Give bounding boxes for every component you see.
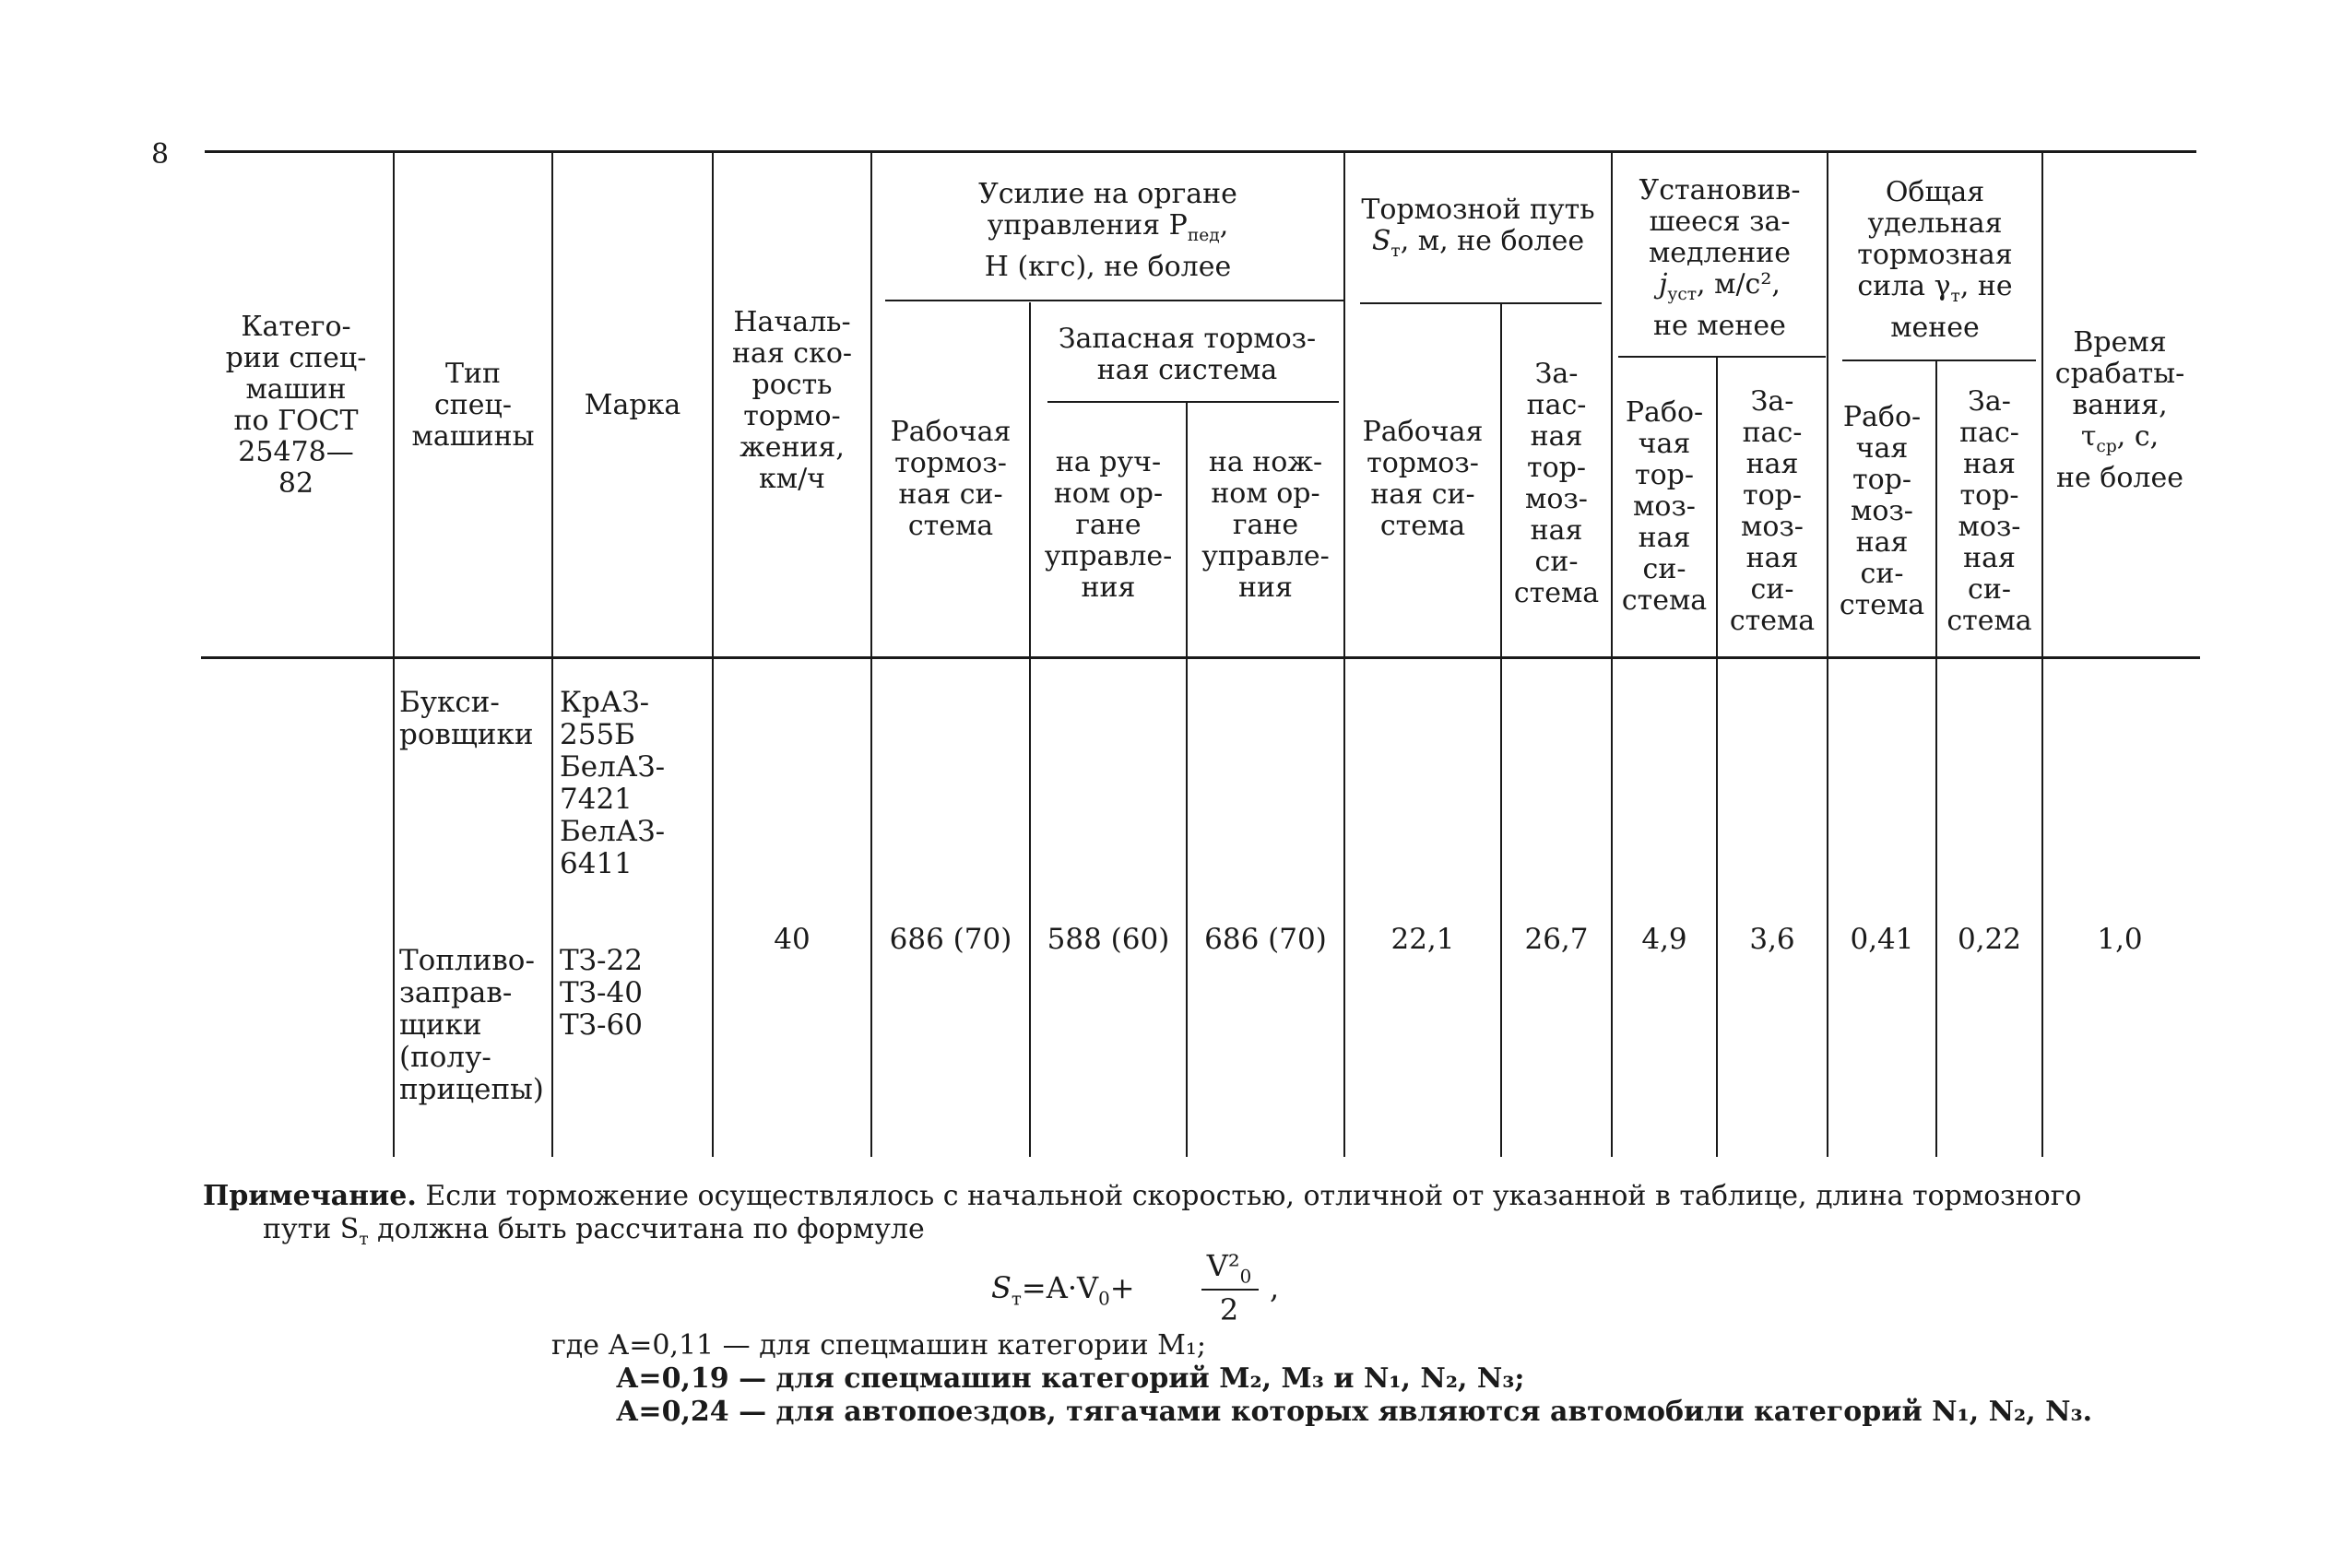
- header-decel-group: [1613, 166, 1827, 350]
- path-group-line2: [1372, 226, 1584, 267]
- path-group-rest: , м, не более: [1400, 224, 1585, 257]
- note-where-2: А=0,19 — для спецмашин категорий M₂, M₃ и N₁, N₂, N₃;: [616, 1362, 1525, 1395]
- decel-group-line1: Установив-: [1639, 173, 1801, 206]
- time-sub: ср: [2096, 436, 2117, 456]
- group-rule: [1047, 401, 1339, 403]
- header-force-spec-group: [1828, 166, 2041, 355]
- header-category: Катего- рии спец- машин по ГОСТ 25478— 82: [225, 311, 367, 500]
- time-rest: , с,: [2116, 419, 2159, 453]
- formula-middle: =A·V: [1021, 1270, 1099, 1305]
- formula-denominator: 2: [1219, 1292, 1239, 1327]
- time-tau: τ: [2080, 419, 2097, 453]
- note-text2b: должна быть рассчитана по формуле: [368, 1213, 925, 1245]
- header-brand: Марка: [584, 389, 681, 421]
- body-force-spec-working: 0,41: [1850, 923, 1914, 956]
- group-rule: [1618, 356, 1826, 358]
- time-line3: вания,: [2072, 388, 2168, 421]
- header-path-group: [1345, 189, 1611, 272]
- header-force-reserve-foot: на нож- ном ор- гане управле- ния: [1201, 446, 1330, 604]
- decel-group-sub: уст: [1667, 284, 1698, 304]
- group-rule: [885, 300, 1343, 301]
- formula-num: V²: [1206, 1248, 1240, 1283]
- body-decel-working: 4,9: [1641, 923, 1687, 956]
- body-decel-reserve: 3,6: [1749, 923, 1795, 956]
- force-spec-sub: т: [1950, 287, 1960, 306]
- force-spec-line2: удельная: [1867, 207, 2003, 240]
- note-text2-sub: т: [359, 1230, 369, 1249]
- note-label: Примечание.: [203, 1180, 417, 1212]
- note-text1: Если торможение осуществлялось с начальной скоростью, отличной от указанной в таблице, длина тормозного: [416, 1180, 2082, 1212]
- path-group-line1: Тормозной путь: [1361, 193, 1595, 226]
- time-line4: [2081, 421, 2159, 463]
- col-divider: [1029, 302, 1031, 1157]
- decel-group-j: j: [1659, 267, 1668, 301]
- formula-left: [991, 1270, 1135, 1309]
- time-line5: не более: [2056, 461, 2183, 494]
- body-force-spec-reserve: 0,22: [1957, 923, 2022, 956]
- formula-s: S: [991, 1270, 1012, 1305]
- decel-group-line4: [1659, 269, 1781, 311]
- header-time: [2043, 318, 2196, 502]
- header-speed: Началь- ная ско- рость тормо- жения, км/ч: [731, 306, 853, 495]
- decel-group-line5: не менее: [1653, 309, 1786, 342]
- col-divider: [1343, 152, 1345, 1157]
- formula-plus: +: [1109, 1270, 1135, 1305]
- group-rule: [1360, 302, 1602, 304]
- force-group-line2: [988, 210, 1228, 252]
- time-line1: Время: [2073, 325, 2167, 359]
- header-force-reserve-manual: на руч- ном ор- гане управле- ния: [1044, 446, 1173, 604]
- force-group-line1: Усилие на органе: [978, 177, 1237, 210]
- note-text2a: пути S: [263, 1213, 360, 1245]
- formula-s-sub: т: [1011, 1288, 1022, 1310]
- force-spec-line4b: , не: [1959, 270, 2013, 302]
- decel-group-unit: , м/с²,: [1697, 267, 1781, 301]
- force-group-line3: Н (кгс), не более: [984, 250, 1232, 283]
- force-spec-line5: менее: [1890, 312, 1980, 344]
- page-number: 8: [151, 138, 170, 171]
- formula-comma: ,: [1270, 1270, 1280, 1305]
- note-line2: [263, 1213, 925, 1256]
- header-force-group: [872, 166, 1343, 295]
- fraction-bar: [1201, 1289, 1259, 1291]
- header-type: Тип спец- машины: [411, 358, 535, 453]
- header-force-working: Рабочая тормоз- ная си- стема: [890, 416, 1012, 542]
- header-decel-reserve: За- пас- ная тор- моз- ная си- стема: [1729, 385, 1816, 637]
- force-spec-line3: тормозная: [1857, 239, 2013, 271]
- note-line1: [203, 1180, 2199, 1213]
- table-top-rule: [205, 150, 2196, 153]
- formula-v-sub: 0: [1098, 1288, 1110, 1310]
- force-spec-line1: Общая: [1885, 176, 1985, 208]
- force-group-line2a: управления P: [987, 208, 1188, 242]
- body-time: 1,0: [2097, 923, 2143, 956]
- force-group-line2b: ,: [1219, 208, 1229, 242]
- header-path-working: Рабочая тормоз- ная си- стема: [1362, 416, 1484, 542]
- formula: [991, 1248, 1305, 1327]
- force-spec-line4: [1857, 271, 2012, 312]
- header-path-reserve: За- пас- ная тор- моз- ная си- стема: [1513, 358, 1600, 609]
- col-divider: [393, 152, 395, 1157]
- body-force-reserve-foot: 686 (70): [1204, 923, 1327, 956]
- header-force-reserve-group: Запасная тормоз- ная система: [1058, 323, 1317, 386]
- body-path-working: 22,1: [1390, 923, 1455, 956]
- path-group-sub: т: [1390, 241, 1401, 261]
- body-path-reserve: 26,7: [1524, 923, 1589, 956]
- formula-num-sub: 0: [1239, 1266, 1252, 1288]
- header-force-spec-reserve: За- пас- ная тор- моз- ная си- стема: [1946, 385, 2032, 637]
- force-spec-line4a: сила γ: [1857, 270, 1951, 302]
- decel-group-line3: медление: [1648, 236, 1792, 269]
- body-speed: 40: [774, 923, 811, 956]
- decel-group-line2: шееся за-: [1649, 205, 1791, 238]
- body-force-reserve-manual: 588 (60): [1047, 923, 1170, 956]
- force-group-sub: пед: [1187, 225, 1220, 245]
- col-divider: [551, 152, 553, 1157]
- formula-numerator: [1201, 1248, 1257, 1287]
- group-rule: [1842, 360, 2036, 361]
- time-line2: срабаты-: [2054, 357, 2185, 390]
- header-bottom-rule: [201, 656, 2200, 659]
- body-brands: КрАЗ- 255Б БелАЗ- 7421 БелАЗ- 6411 ТЗ-22 ТЗ-40 ТЗ-60: [560, 686, 666, 1042]
- body-force-working: 686 (70): [889, 923, 1012, 956]
- header-force-spec-working: Рабо- чая тор- моз- ная си- стема: [1839, 401, 1925, 621]
- path-group-s: S: [1371, 224, 1391, 257]
- body-types: Букси- ровщики Топливо- заправ- щики (полу- прицепы): [399, 686, 544, 1106]
- col-divider: [870, 152, 872, 1157]
- col-divider: [2041, 152, 2043, 1157]
- note-where-3: А=0,24 — для автопоездов, тягачами которых являются автомобили категорий N₁, N₂, N₃.: [616, 1396, 2093, 1428]
- note-where-1: где А=0,11 — для спецмашин категории M₁;: [551, 1329, 1207, 1362]
- header-decel-working: Рабо- чая тор- моз- ная си- стема: [1621, 396, 1708, 617]
